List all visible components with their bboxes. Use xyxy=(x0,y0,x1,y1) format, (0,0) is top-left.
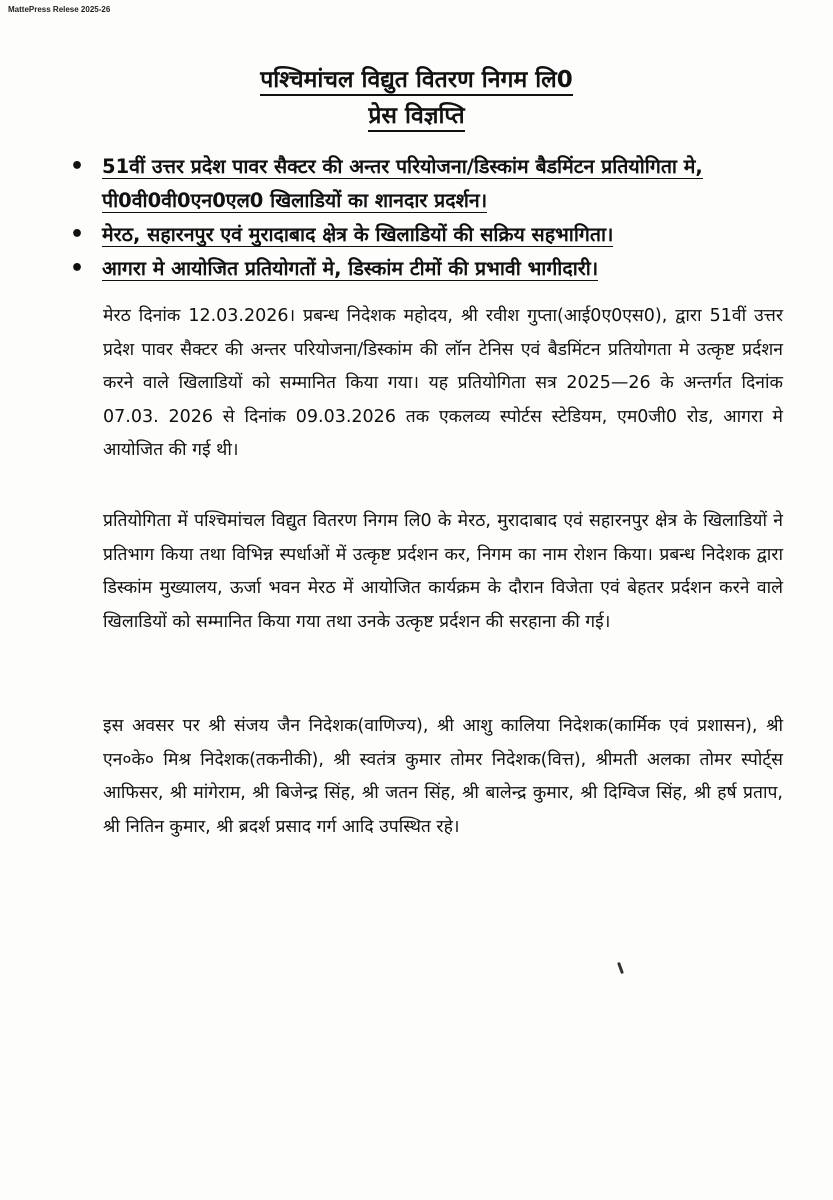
press-release-heading xyxy=(0,98,833,134)
bullet-dot-icon: • xyxy=(70,222,85,247)
body-paragraph-2: प्रतियोगिता में पश्चिमांचल विद्युत वितरण निगम लि0 के मेरठ, मुरादाबाद एवं सहारनपुर क्षेत्र के खिलाडियों ने प्रतिभाग किया तथा विभिन्न स्पर्धाओं में उत्कृष्ट प्रर्दशन कर, निगम का नाम रोशन किया। प्रबन्ध निदेशक द्वारा डिस्कांम मुख्यालय, ऊर्जा भवन मेरठ में आयोजित कार्यक्रम के दौरान विजेता एवं बेहतर प्रर्दशन करने वाले खिलाडियों को सम्मानित किया गया तथा उनके उत्कृष्ट प्रर्दशन की सरहाना की गई। xyxy=(103,511,783,632)
organization-title xyxy=(0,62,833,98)
highlight-item xyxy=(70,150,790,218)
press-release-heading-text: प्रेस विज्ञप्ति xyxy=(368,103,464,132)
highlight-item xyxy=(70,252,790,286)
highlight-text: मेरठ, सहारनपुर एवं मुरादाबाद क्षेत्र के खिलाडियों की सक्रिय सहभागिता। xyxy=(102,223,614,246)
highlight-text: 51वीं उत्तर प्रदेश पावर सैक्टर की अन्तर परियोजना/डिस्कांम बैडमिंटन प्रतियोगिता मे, पी0वी0वी0एन0एल0 खिलाडियों का शानदार प्रदर्शन। xyxy=(102,155,703,212)
organization-title-text: पश्चिमांचल विद्युत वितरण निगम लि0 xyxy=(260,67,573,96)
highlight-text: आगरा मे आयोजित प्रतियोगतों मे, डिस्कांम टीमों की प्रभावी भागीदारी। xyxy=(102,257,599,280)
highlight-item xyxy=(70,218,790,252)
bullet-dot-icon: • xyxy=(70,256,85,281)
title-block xyxy=(0,62,833,134)
highlights-list xyxy=(70,150,790,286)
header-stamp: MattePress Relese 2025-26 xyxy=(8,5,111,14)
body-paragraph-3: इस अवसर पर श्री संजय जैन निदेशक(वाणिज्य), श्री आशु कालिया निदेशक(कार्मिक एवं प्रशासन), श्री एन०के० मिश्र निदेशक(तकनीकी), श्री स्वतंत्र कुमार तोमर निदेशक(वित्त), श्रीमती अलका तोमर स्पोर्ट्स आफिसर, श्री मांगेराम, श्री बिजेन्द्र सिंह, श्री जतन सिंह, श्री बालेन्द्र कुमार, श्री दिग्विज सिंह, श्री हर्ष प्रताप, श्री नितिन कुमार, श्री ब्रदर्श प्रसाद गर्ग आदि उपस्थित रहे। xyxy=(103,716,783,837)
body-paragraph-1: मेरठ दिनांक 12.03.2026। प्रबन्ध निदेशक महोदय, श्री रवीश गुप्ता(आई0ए0एस0), द्वारा 51वीं उत्तर प्रदेश पावर सैक्टर की अन्तर परियोजना/डिस्कांम की लॉन टेनिस एवं बैडमिंटन प्रतियोगता मे उत्कृष्ट प्रर्दशन करने वाले खिलाडियों को सम्मानित किया गया। यह प्रतियोगिता सत्र 2025—26 के अन्तर्गत दिनांक 07.03. 2026 से दिनांक 09.03.2026 तक एकलव्य स्पोर्टस स्टेडियम, एम0जी0 रोड, आगरा मे आयोजित की गई थी। xyxy=(103,306,783,460)
bullet-dot-icon: • xyxy=(70,154,85,179)
scan-speck xyxy=(617,962,624,974)
